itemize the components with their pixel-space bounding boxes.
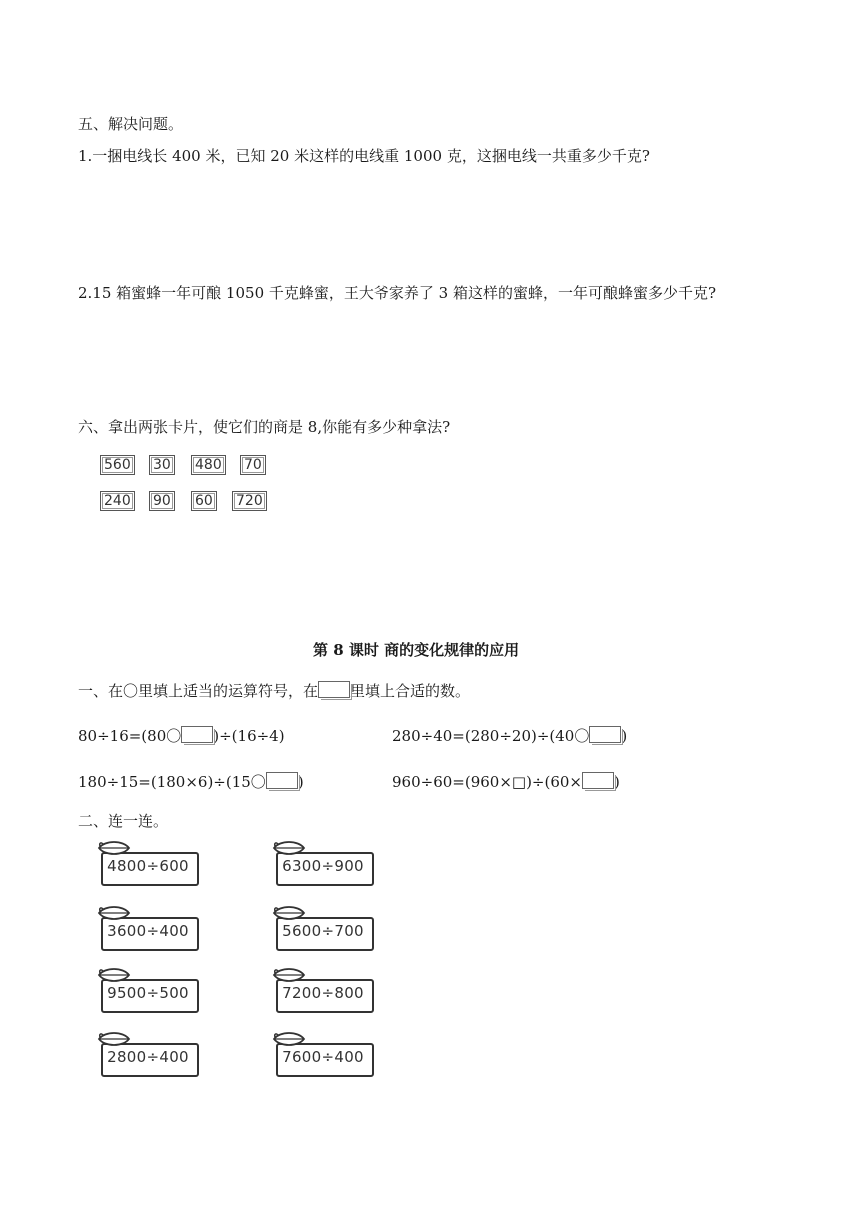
leaf-card[interactable] <box>272 967 372 1013</box>
number-card: 30 <box>149 455 175 475</box>
number-card: 720 <box>232 491 267 511</box>
equation-2-right: ) <box>621 727 628 745</box>
lesson-title: 第 8 课时 商的变化规律的应用 <box>313 641 520 659</box>
number-card: 240 <box>100 491 135 511</box>
leaf-card[interactable] <box>272 1031 372 1077</box>
equation-4-right: ) <box>614 773 620 791</box>
equation-1-right: )÷(16÷4) <box>213 727 285 745</box>
equation-4-left: 960÷60=(960×□)÷(60× <box>392 773 583 791</box>
leaf-card[interactable] <box>97 967 197 1013</box>
leaf-card[interactable] <box>97 1031 197 1077</box>
section5-heading: 五、解决问题。 <box>78 115 184 133</box>
leaf-card[interactable] <box>97 840 197 886</box>
number-card: 70 <box>240 455 266 475</box>
equation-1-left: 80÷16=(80〇 <box>78 727 182 745</box>
expression-label: 6300÷900 <box>282 857 364 875</box>
equation-1 <box>78 726 285 746</box>
answer-blank[interactable] <box>589 726 621 743</box>
section6-heading: 六、拿出两张卡片，使它们的商是 8,你能有多少种拿法? <box>78 418 451 436</box>
equation-4 <box>392 772 620 792</box>
expression-label: 5600÷700 <box>282 922 364 940</box>
expression-label: 3600÷400 <box>107 922 189 940</box>
expression-label: 7600÷400 <box>282 1048 364 1066</box>
instruction-text-a: 一、在〇里填上适当的运算符号，在 <box>78 682 319 700</box>
equation-2-left: 280÷40=(280÷20)÷(40〇 <box>392 727 590 745</box>
answer-blank[interactable] <box>181 726 213 743</box>
leaf-card[interactable] <box>272 905 372 951</box>
equation-3-left: 180÷15=(180×6)÷(15〇 <box>78 773 266 791</box>
expression-label: 9500÷500 <box>107 984 189 1002</box>
equation-3-right: ) <box>297 773 304 791</box>
expression-label: 7200÷800 <box>282 984 364 1002</box>
expression-label: 4800÷600 <box>107 857 189 875</box>
leaf-card[interactable] <box>97 905 197 951</box>
instruction-text-b: 里填上合适的数。 <box>350 682 471 700</box>
problem-1: 1.一捆电线长 400 米，已知 20 米这样的电线重 1000 克，这捆电线一共重多少千克? <box>78 147 650 165</box>
part2-heading: 二、连一连。 <box>78 812 169 830</box>
expression-label: 2800÷400 <box>107 1048 189 1066</box>
equation-3 <box>78 772 304 792</box>
equation-2 <box>392 726 627 746</box>
number-card: 90 <box>149 491 175 511</box>
answer-blank[interactable] <box>266 772 298 789</box>
number-card: 60 <box>191 491 217 511</box>
number-card: 560 <box>100 455 135 475</box>
number-card: 480 <box>191 455 226 475</box>
answer-blank[interactable] <box>582 772 614 789</box>
blank-box-icon <box>318 681 350 698</box>
part1-instruction <box>78 681 470 701</box>
problem-2: 2.15 箱蜜蜂一年可酿 1050 千克蜂蜜，王大爷家养了 3 箱这样的蜜蜂，一年可酿蜂蜜多少千克? <box>78 284 717 302</box>
leaf-card[interactable] <box>272 840 372 886</box>
